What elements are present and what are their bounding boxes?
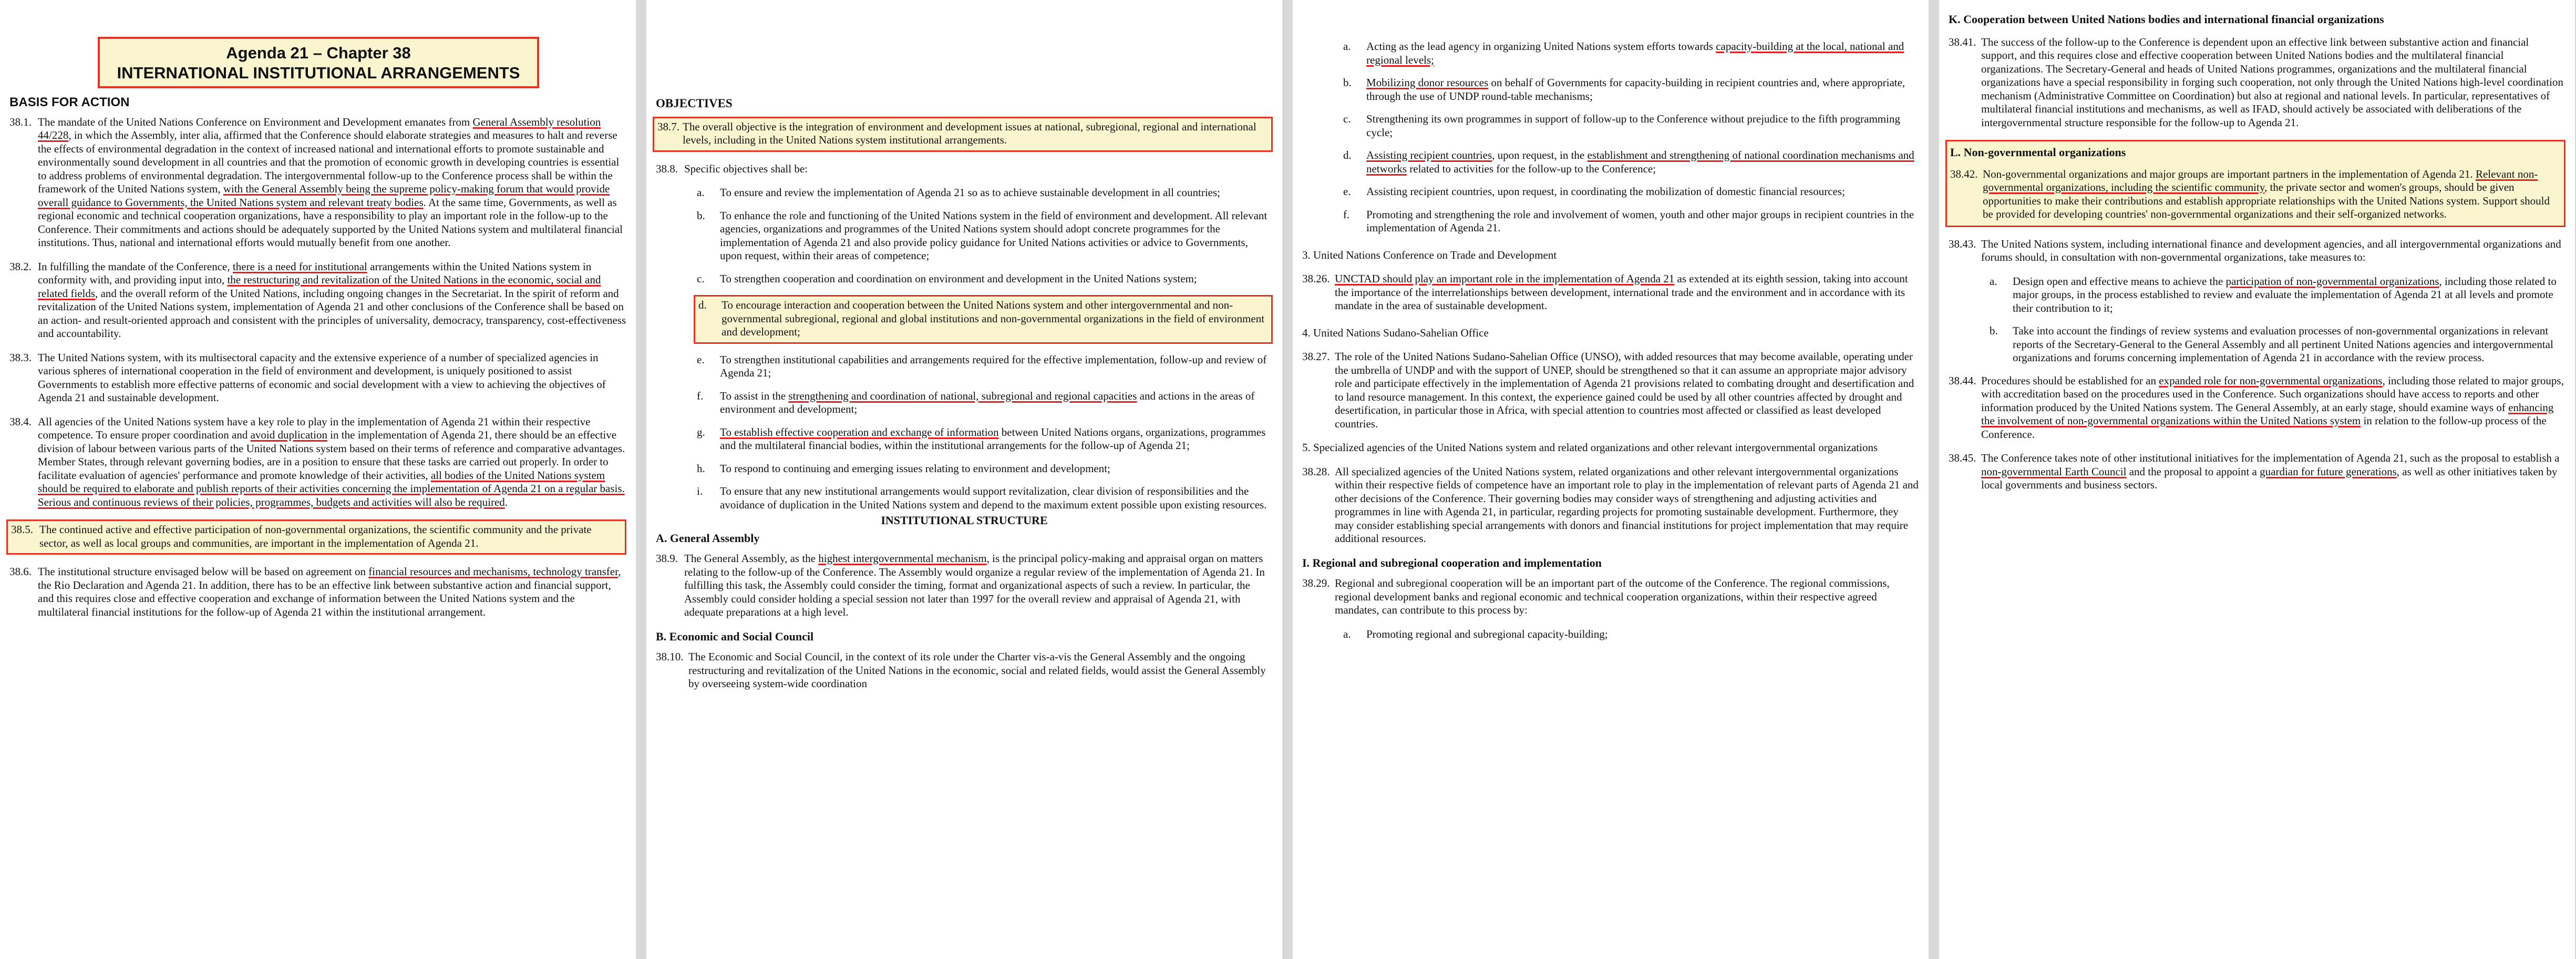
paragraph-text <box>1983 168 2560 221</box>
list-item-e <box>1343 185 1919 199</box>
paragraph-text <box>38 415 626 509</box>
paragraph-text <box>1981 374 2565 442</box>
list-item-a <box>1990 275 2565 315</box>
item-text: To strengthen cooperation and coordination on environment and development in the United Nations system; <box>720 272 1197 285</box>
document-page-3 <box>1293 0 1929 959</box>
underlined-text: financial resources and mechanisms, technology transfer <box>368 565 619 578</box>
underlined-text: capacity-building at the local, national and regional levels; <box>1366 40 1904 66</box>
underlined-text: establishment and strengthening of national coordination mechanisms and networks <box>1366 149 1914 175</box>
text-span: Design open and effective means to achieve the <box>2013 274 2226 288</box>
item-text <box>1366 149 1919 176</box>
text-span: , as well as other initiatives taken by local governments and business sectors. <box>1981 465 2558 491</box>
underlined-text: there is a need for institutional <box>232 260 367 273</box>
underlined-text: Assisting recipient countries <box>1366 149 1492 161</box>
paragraph-text: The overall objective is the integration of environment and development issues at national, subregional, regional and international levels, including in the United Nations system institutional arrangements. <box>683 120 1256 146</box>
list-item-b <box>1990 324 2565 365</box>
subsection-heading-general-assembly: A. General Assembly <box>656 531 760 545</box>
paragraph-38-43 <box>1949 238 2565 264</box>
underlined-text: Relevant non-governmental organizations, including the scientific community <box>1983 167 2538 193</box>
paragraph-number: 38.2. <box>9 260 32 273</box>
subsection-heading-unso: 4. United Nations Sudano-Sahelian Office <box>1302 326 1489 339</box>
item-text: To enhance the role and functioning of the United Nations system in the field of environment and development. All relevant agencies, organizations and programmes of the United Nations system should adopt concrete programmes for the implementation of Agenda 21 and also provide policy guidance for United Nations activities or advice to Governments, upon request, within their areas of competence; <box>720 209 1268 262</box>
paragraph-38-10 <box>656 650 1273 691</box>
text-span: , in which the Assembly, inter alia, affirmed that the Conference should elaborate strategies and measures to halt and reverse the effects of environmental degradation in the context of increased national and international efforts to promote sustainable and environmentally sound development in all countries and that the promotion of economic growth in developing countries is essential to address problems of environmental degradation. The intergovernmental follow-up to the Conference process shall be within the framework of the United Nations system, <box>38 129 620 195</box>
item-letter: a. <box>697 186 705 199</box>
text-span: in the implementation of Agenda 21, there should be an effective division of labour between various parts of the United Nations system based on their terms of reference and comparative advantages. Member States, through relevant governing bodies, are in a position to ensure that these tasks are carried out properly. In order to facilitate evaluation of agencies' performance and promote knowledge of their activities, <box>38 429 625 482</box>
underlined-text: avoid duplication <box>250 429 327 441</box>
paragraph-38-44 <box>1949 374 2565 442</box>
item-letter: d. <box>1343 149 1352 161</box>
paragraph-38-3 <box>9 351 626 405</box>
underlined-text: strengthening and coordination of national, subregional and regional capacities <box>788 389 1137 402</box>
subsection-heading-cooperation: K. Cooperation between United Nations bodies and international financial organizations <box>1949 13 2384 26</box>
paragraph-text <box>38 116 626 250</box>
list-item-i <box>697 485 1273 512</box>
item-text: Take into account the findings of review systems and evaluation processes of non-governmental organizations in relevant reports of the Secretary-General to the General Assembly and all pertinent United Nations agencies and intergovernmental organizations and forums concerning implementation of Agenda 21 in accordance with the review process. <box>2013 324 2553 364</box>
item-letter: b. <box>1343 76 1352 89</box>
text-span: . At the same time, Governments, as well as regional economic and technical cooperation organizations, have a responsibility to play an important role in the follow-up to the Conference. Their commitments and actions should be adequately supported by the United Nations system and multilateral financial institutions. Thus, national and international efforts would mutually benefit from one another. <box>38 196 623 249</box>
list-item-b <box>697 209 1273 263</box>
text-span: Non-governmental organizations and major groups are important partners in the implementation of Agenda 21. <box>1983 167 2476 180</box>
item-letter: b. <box>697 209 705 222</box>
underlined-text: UNCTAD should play an important role in the implementation of Agenda 21 <box>1335 272 1675 285</box>
paragraph-38-41 <box>1949 36 2565 130</box>
text-span: , the Rio Declaration and Agenda 21. In addition, there has to be an effective link between substantive action and financial support, and this requires close and effective cooperation and exchange of information between the United Nations system and the multilateral financial institutions for the follow-up of Agenda 21 within the institutional arrangement. <box>38 565 621 618</box>
underlined-text: expanded role for non-governmental organizations <box>2159 374 2383 387</box>
underlined-text: all bodies of the United Nations system should be required to elaborate and publish reports of their activities concerning the implementation of Agenda 21 on a regular basis. Serious and continuous reviews of their policies, programmes, budgets and activities will also be required <box>38 468 625 508</box>
paragraph-number: 38.44. <box>1949 374 1976 387</box>
text-span: related to activities for the follow-up to the Conference; <box>1407 162 1656 175</box>
paragraph-number: 38.4. <box>9 415 32 428</box>
item-letter: e. <box>697 353 705 366</box>
item-letter: i. <box>697 485 703 497</box>
document-page-2 <box>646 0 1282 959</box>
paragraph-38-2 <box>9 260 626 341</box>
list-item-b <box>1343 76 1919 103</box>
highlighted-paragraph-38-7 <box>653 117 1273 152</box>
paragraph-38-27 <box>1302 350 1919 431</box>
item-text: To strengthen institutional capabilities and arrangements required for the effective implementation, follow-up and review of Agenda 21; <box>720 353 1267 379</box>
underlined-text: enhancing the involvement of non-governmental organizations within the United Nations system <box>1981 401 2554 427</box>
paragraph-text <box>38 565 626 619</box>
paragraph-number: 38.7. <box>657 120 679 133</box>
paragraph-38-6 <box>9 565 626 619</box>
paragraph-number: 38.29. <box>1302 577 1330 589</box>
paragraph-38-28 <box>1302 465 1919 546</box>
text-span: . <box>504 495 508 508</box>
item-text: To encourage interaction and cooperation between the United Nations system and other intergovernmental and non-governmental subregional, regional and global institutions and non-governmental organizations in the field of environment and development; <box>722 299 1265 338</box>
section-heading-institutional-structure: INSTITUTIONAL STRUCTURE <box>881 514 1048 527</box>
paragraph-38-45 <box>1949 452 2565 492</box>
item-text <box>720 426 1273 453</box>
subsection-heading-unctad: 3. United Nations Conference on Trade and Development <box>1302 248 1557 261</box>
text-span: All agencies of the United Nations system have a key role to play in the implementation of Agenda 21 within their respective competence. To ensure proper coordination and <box>38 415 591 441</box>
text-span: Procedures should be established for an <box>1981 374 2159 387</box>
paragraph-number: 38.41. <box>1949 35 1976 48</box>
text-span: and the proposal to appoint a <box>2126 465 2260 478</box>
paragraph-number: 38.8. <box>656 162 678 175</box>
paragraph-number: 38.6. <box>9 565 32 578</box>
paragraph-number: 38.45. <box>1949 452 1976 464</box>
item-letter: c. <box>1343 113 1351 125</box>
highlighted-section-ngo <box>1945 140 2565 227</box>
paragraph-38-8 <box>656 162 1273 176</box>
text-span: The mandate of the United Nations Conference on Environment and Development emanates from <box>38 115 473 128</box>
paragraph-text: Regional and subregional cooperation will be an important part of the outcome of the Conference. The regional commissions, regional development banks and regional economic and technical cooperation organizations, within their respective agreed mandates, can contribute to this process by: <box>1335 577 1890 616</box>
document-page-1 <box>0 0 636 959</box>
list-item-a <box>697 186 1273 200</box>
section-heading-basis: BASIS FOR ACTION <box>9 95 130 109</box>
text-span: Acting as the lead agency in organizing United Nations system efforts towards <box>1366 40 1716 53</box>
paragraph-text: All specialized agencies of the United Nations system, related organizations and other relevant intergovernmental organizations within their respective fields of competence have an important role to play in the implementation of relevant parts of Agenda 21 and other decisions of the Conference. Their governing bodies may consider ways of strengthening and adjusting activities and programmes in line with Agenda 21, in particular, regarding projects for promoting sustainable development. Furthermore, they may consider establishing special arrangements with donors and financial institutions for project implementation that may require additional resources. <box>1335 465 1919 545</box>
underlined-text: with the General Assembly being the supreme policy-making forum that would provide overall guidance to Governments, the United Nations system and relevant treaty bodies <box>38 182 610 209</box>
underlined-text: participation of non-governmental organizations <box>2225 274 2439 288</box>
item-letter: a. <box>1343 40 1351 53</box>
paragraph-text: The United Nations system, with its multisectoral capacity and the extensive experience of a number of specialized agencies in various spheres of international cooperation in the field of environment and development, is uniquely positioned to assist Governments to establish more effective patterns of economic and social development with a view to achieving the objectives of Agenda 21 and sustainable development. <box>38 351 606 404</box>
item-text: Promoting regional and subregional capacity-building; <box>1366 627 1608 640</box>
paragraph-number: 38.43. <box>1949 237 1976 250</box>
item-text: Promoting and strengthening the role and involvement of women, youth and other major groups in recipient countries in the implementation of Agenda 21. <box>1366 208 1914 234</box>
underlined-text: the restructuring and revitalization of the United Nations in the economic, social and related fields <box>38 273 601 300</box>
text-span: between United Nations organs, organizations, programmes and the multilateral financial bodies, within the institutional arrangements for the follow-up of Agenda 21; <box>720 425 1266 452</box>
list-item-g <box>697 426 1273 453</box>
subsection-heading-specialized-agencies: 5. Specialized agencies of the United Nations system and related organizations and other relevant intergovernmental organizations <box>1302 441 1878 454</box>
chapter-title-box <box>98 37 539 88</box>
underlined-text: Mobilizing donor resources <box>1366 76 1489 89</box>
paragraph-number: 38.42. <box>1950 167 1978 180</box>
chapter-subtitle: INTERNATIONAL INSTITUTIONAL ARRANGEMENTS <box>117 64 520 82</box>
chapter-title: Agenda 21 – Chapter 38 <box>226 44 411 62</box>
text-span: arrangements within the United Nations system in conformity with, and providing input into, <box>38 260 592 286</box>
paragraph-38-29 <box>1302 577 1919 617</box>
paragraph-38-9 <box>656 552 1273 619</box>
paragraph-number: 38.5. <box>11 523 33 536</box>
item-letter: a. <box>1343 627 1351 640</box>
paragraph-number: 38.9. <box>656 552 678 565</box>
underlined-text: guardian for future generations <box>2260 465 2397 478</box>
underlined-text: non-governmental Earth Council <box>1981 465 2127 478</box>
paragraph-text <box>1335 272 1919 313</box>
item-text: To ensure that any new institutional arrangements would support revitalization, clear division of responsibilities and the avoidance of duplication in the United Nations system and depend to the maximum extent possible upon existing resources. <box>720 485 1267 511</box>
list-item-f <box>1343 208 1919 235</box>
text-span: in relation to the follow-up process of the Conference. <box>1981 414 2547 441</box>
list-item-c <box>1343 113 1919 139</box>
item-letter: a. <box>1990 274 1997 288</box>
section-heading-objectives: OBJECTIVES <box>656 97 733 110</box>
paragraph-38-42 <box>1950 168 2560 221</box>
paragraph-38-4 <box>9 415 626 509</box>
text-span: , including those related to major groups, in the process established to review and evaluate the implementation of Agenda 21 at all levels and promote their contribution to it; <box>2013 274 2557 314</box>
subsection-heading-ecosoc: B. Economic and Social Council <box>656 629 814 643</box>
item-text <box>2013 275 2565 315</box>
text-span: , the private sector and women's groups, should be given opportunities to make their contributions and establish appropriate relationships with the United Nations system. Support should be provided for developing countries' non-governmental organizations and their self-organized networks. <box>1983 181 2550 220</box>
item-letter: f. <box>697 389 704 402</box>
paragraph-text <box>684 552 1273 619</box>
item-letter: h. <box>697 462 705 475</box>
item-letter: e. <box>1343 185 1351 198</box>
paragraph-number: 38.27. <box>1302 350 1330 363</box>
underlined-text: highest intergovernmental mechanism <box>818 552 987 565</box>
text-span: , including those related to major groups, with accreditation based on the procedures used in the Conference. Such organizations should have access to reports and other information produced by the United Nations system. The General Assembly, at an early stage, should examine ways of <box>1981 374 2564 414</box>
paragraph-text: The Economic and Social Council, in the context of its role under the Charter vis-a-vis the General Assembly and the ongoing restructuring and revitalization of the United Nations in the economic, social and related fields, would assist the General Assembly by overseeing system-wide coordination <box>688 650 1266 690</box>
item-letter: c. <box>697 272 705 285</box>
item-text <box>1366 76 1919 103</box>
paragraph-38-1 <box>9 116 626 250</box>
text-span: To assist in the <box>720 389 789 402</box>
paragraph-text: The continued active and effective participation of non-governmental organizations, the scientific community and the private sector, as well as local groups and communities, are important in the implementation of Agenda 21. <box>39 523 592 549</box>
document-page-4 <box>1939 0 2575 959</box>
text-span: The Conference takes note of other institutional initiatives for the implementation of Agenda 21, such as the proposal to establish a <box>1981 452 2560 464</box>
highlighted-list-item-d <box>694 295 1273 344</box>
text-span: , and the overall reform of the United Nations, including ongoing changes in the Secretariat. In the spirit of reform and revitalization of the United Nations system, implementation of Agenda 21 and other conclusions of the Conference shall be based on an action- and result-oriented approach and consistent with the principles of universality, democracy, transparency, cost-effectiveness and accountability. <box>38 287 626 340</box>
item-letter: g. <box>697 425 705 438</box>
text-span: The institutional structure envisaged below will be based on agreement on <box>38 565 369 578</box>
text-span: as extended at its eighth session, taking into account the importance of the interrelationships between development, international trade and the environment and in accordance with its mandate in the area of sustainable development. <box>1335 272 1908 312</box>
paragraph-38-26 <box>1302 272 1919 313</box>
paragraph-number: 38.10. <box>656 650 684 663</box>
paragraph-text: The success of the follow-up to the Conference is dependent upon an effective link between substantive action and financial support, and this requires close and effective cooperation between United Nations bodies and the multilateral financial organizations. The Secretary-General and heads of United Nations programmes, organizations and the multilateral financial organizations have a special responsibility in forging such cooperation, not only through the United Nations high-level coordination mechanism (Administrative Committee on Coordination) but also at regional and national levels. In particular, representatives of multilateral financial institutions and mechanisms, as well as IFAD, should actively be associated with deliberations of the intergovernmental structure responsible for the follow-up to Agenda 21. <box>1981 35 2563 129</box>
paragraph-number: 38.26. <box>1302 272 1330 285</box>
paragraph-number: 38.28. <box>1302 465 1330 478</box>
item-letter: b. <box>1990 324 1998 337</box>
highlighted-paragraph-38-5 <box>6 519 626 555</box>
text-span: on behalf of Governments for capacity-building in recipient countries and, where appropriate, through the use of UNDP round-table mechanisms; <box>1366 76 1905 103</box>
list-item-a <box>1343 628 1919 641</box>
item-text: Strengthening its own programmes in support of follow-up to the Conference without prejudice to the fifth programming cycle; <box>1366 113 1900 139</box>
text-span: In fulfilling the mandate of the Conference, <box>38 260 233 273</box>
item-letter: f. <box>1343 208 1350 221</box>
underlined-text: General Assembly resolution 44/228 <box>38 115 601 141</box>
paragraph-number: 38.1. <box>9 115 32 128</box>
text-span: , upon request, in the <box>1492 149 1588 161</box>
paragraph-text <box>1981 452 2565 492</box>
paragraph-number: 38.3. <box>9 351 32 364</box>
item-text <box>1366 40 1919 67</box>
underlined-text: To establish effective cooperation and exchange of information <box>720 425 999 438</box>
subsection-heading-regional: I. Regional and subregional cooperation and implementation <box>1302 556 1602 569</box>
list-item-h <box>697 462 1273 476</box>
subsection-heading-ngo: L. Non-governmental organizations <box>1950 146 2126 159</box>
list-item-c <box>697 272 1273 286</box>
item-text: To respond to continuing and emerging issues relating to environment and development; <box>720 462 1110 475</box>
item-text: To ensure and review the implementation of Agenda 21 so as to achieve sustainable development in all countries; <box>720 186 1221 199</box>
text-span: The General Assembly, as the <box>684 552 819 565</box>
list-item-f <box>697 390 1273 416</box>
item-text: Assisting recipient countries, upon request, in coordinating the mobilization of domestic financial resources; <box>1366 185 1845 198</box>
text-span: , is the principal policy-making and appraisal organ on matters relating to the follow-up of the Conference. The Assembly would organize a regular review of the implementation of Agenda 21. In fulfilling this task, the Assembly could consider the timing, format and organizational aspects of such a review. In particular, the Assembly could consider holding a special session not later than 1997 for the overall review and appraisal of Agenda 21, with adequate preparations at a high level. <box>684 552 1265 618</box>
paragraph-text: The United Nations system, including international finance and development agencies, and all intergovernmental organizations and forums should, in consultation with non-governmental organizations, take measures to: <box>1981 237 2561 263</box>
text-span: and actions in the areas of environment and development; <box>720 389 1255 415</box>
paragraph-text: Specific objectives shall be: <box>684 162 808 175</box>
paragraph-text: The role of the United Nations Sudano-Sahelian Office (UNSO), with added resources that may become available, operating under the umbrella of UNDP and with the support of UNEP, should be strengthened so that it can assume an appropriate major advisory role and participate effectively in the implementation of Agenda 21 provisions related to combating drought and desertification and to land resource management. In this context, the experience gained could be used by all other countries affected by drought and desertification, in particular those in Africa, with special attention to countries most affected or classified as least developed countries. <box>1335 350 1914 430</box>
list-item-e <box>697 353 1273 380</box>
paragraph-text <box>38 260 626 341</box>
item-letter: d. <box>698 299 707 311</box>
item-text <box>720 390 1273 416</box>
list-item-a <box>1343 40 1919 67</box>
list-item-d <box>1343 149 1919 176</box>
